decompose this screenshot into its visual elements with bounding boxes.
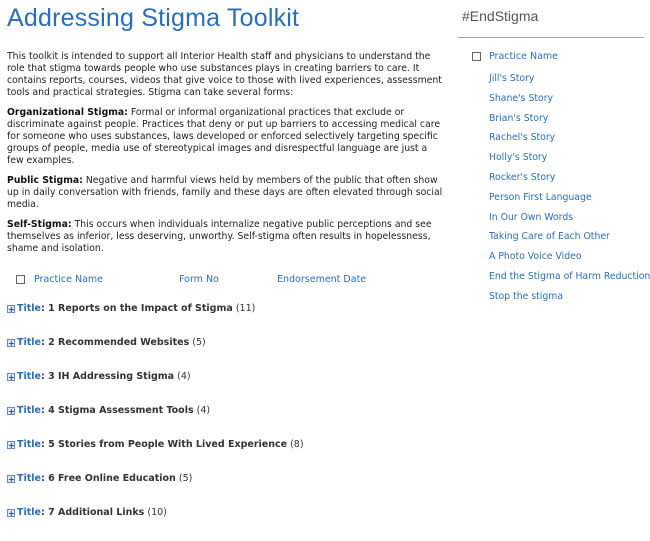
sidebar-column-practice-name[interactable]: Practice Name: [489, 51, 558, 62]
self-stigma-definition: [7, 219, 445, 255]
group-title-link[interactable]: Title: [17, 303, 41, 314]
sidebar-divider: [458, 37, 644, 38]
group-row-3[interactable]: [7, 371, 445, 405]
group-title-link[interactable]: Title: [17, 405, 41, 416]
expand-plus-icon[interactable]: +: [8, 373, 15, 382]
group-count: (4): [177, 371, 191, 382]
group-count: (5): [192, 337, 206, 348]
group-label: : 6 Free Online Education: [40, 473, 176, 484]
sidebar-item-person-first-language[interactable]: Person First Language: [489, 191, 592, 203]
group-row-6[interactable]: [7, 473, 445, 507]
group-count: (5): [178, 473, 193, 484]
definition-text: Negative and harmful views held by members of the public that often show up in daily conversation with friends, family and these days are often elevated through social media.: [7, 175, 443, 210]
group-title-link[interactable]: Title: [17, 337, 41, 348]
group-label: : 2 Recommended Websites: [40, 337, 190, 348]
group-row-7[interactable]: [7, 507, 445, 541]
public-stigma-definition: [7, 175, 445, 211]
sidebar-list-header: [458, 50, 648, 64]
column-form-no[interactable]: Form No: [179, 274, 219, 285]
sidebar-item-harm-reduction[interactable]: End the Stigma of Harm Reduction: [489, 270, 650, 282]
sidebar-item-shanes-story[interactable]: Shane's Story: [489, 92, 554, 104]
group-count: (11): [235, 303, 256, 314]
group-count: (10): [147, 507, 167, 518]
expand-plus-icon[interactable]: +: [8, 407, 15, 416]
sidebar-item-hollys-story[interactable]: Holly's Story: [489, 152, 548, 164]
definition-term: Public Stigma:: [7, 175, 83, 186]
sidebar-title: #EndStigma: [462, 8, 539, 24]
definition-text: Formal or informal organizational practices that exclude or discriminate against people. Practices that deny or put up barriers to accessing medical care for someone who uses substances, laws developed or enforced selectively targeting specific groups of people, media use of stereotypical images and disrespectful language are just a few examples.: [7, 107, 441, 166]
sidebar-item-in-our-own-words[interactable]: In Our Own Words: [489, 211, 574, 223]
definition-term: Self-Stigma:: [7, 219, 72, 230]
sidebar-select-all-checkbox[interactable]: [472, 52, 481, 61]
group-row-1[interactable]: [7, 303, 445, 337]
group-title-link[interactable]: Title: [17, 439, 41, 450]
group-label: : 4 Stigma Assessment Tools: [40, 405, 194, 416]
organizational-stigma-definition: [7, 107, 445, 167]
expand-plus-icon[interactable]: +: [8, 441, 15, 450]
group-label: : 1 Reports on the Impact of Stigma: [40, 303, 233, 314]
group-label: : 3 IH Addressing Stigma: [40, 371, 175, 382]
group-title-link[interactable]: Title: [17, 371, 41, 382]
column-endorsement-date[interactable]: Endorsement Date: [277, 274, 367, 285]
sidebar-story-list: [489, 73, 648, 311]
endstigma-sidebar: [458, 0, 648, 311]
group-title-link[interactable]: Title: [17, 507, 41, 518]
expand-plus-icon[interactable]: +: [8, 509, 15, 518]
definition-term: Organizational Stigma:: [7, 107, 128, 118]
main-content: [7, 0, 445, 541]
group-row-5[interactable]: [7, 439, 445, 473]
expand-plus-icon[interactable]: +: [8, 305, 15, 314]
group-row-4[interactable]: [7, 405, 445, 439]
sidebar-item-rachels-story[interactable]: Rachel's Story: [489, 132, 556, 144]
sidebar-item-photo-voice-video[interactable]: A Photo Voice Video: [489, 251, 582, 263]
expand-plus-icon[interactable]: +: [8, 339, 15, 348]
group-row-2[interactable]: [7, 337, 445, 371]
sidebar-item-stop-the-stigma[interactable]: Stop the stigma: [489, 290, 564, 302]
group-title-link[interactable]: Title: [17, 473, 41, 484]
select-all-checkbox[interactable]: [16, 275, 25, 284]
expand-plus-icon[interactable]: +: [8, 475, 15, 484]
sidebar-item-taking-care[interactable]: Taking Care of Each Other: [489, 231, 610, 243]
column-practice-name[interactable]: Practice Name: [34, 274, 103, 285]
sidebar-item-brians-story[interactable]: Brian's Story: [489, 112, 549, 124]
sidebar-item-jills-story[interactable]: Jill's Story: [489, 73, 535, 84]
group-count: (8): [290, 439, 304, 450]
intro-paragraph: This toolkit is intended to support all Interior Health staff and physicians to understand the role that stigma towards people who use substances plays in creating barriers to care. It contains reports, courses, videos that give voice to those with lived experiences, assessment tools and practical strategies. Stigma can take several forms:: [7, 51, 442, 98]
group-label: : 5 Stories from People With Lived Experience: [40, 439, 288, 450]
page-title: Addressing Stigma Toolkit: [7, 4, 300, 32]
group-label: : 7 Additional Links: [40, 507, 145, 518]
grouped-list: [7, 303, 445, 541]
sidebar-item-rockers-story[interactable]: Rocker's Story: [489, 171, 556, 183]
definition-text: This occurs when individuals internalize negative public perceptions and see themselves as inferior, less deserving, unworthy. Self-stigma often results in hopelessness, shame and isolation.: [7, 219, 432, 254]
list-header: [7, 273, 445, 287]
group-count: (4): [196, 405, 211, 416]
